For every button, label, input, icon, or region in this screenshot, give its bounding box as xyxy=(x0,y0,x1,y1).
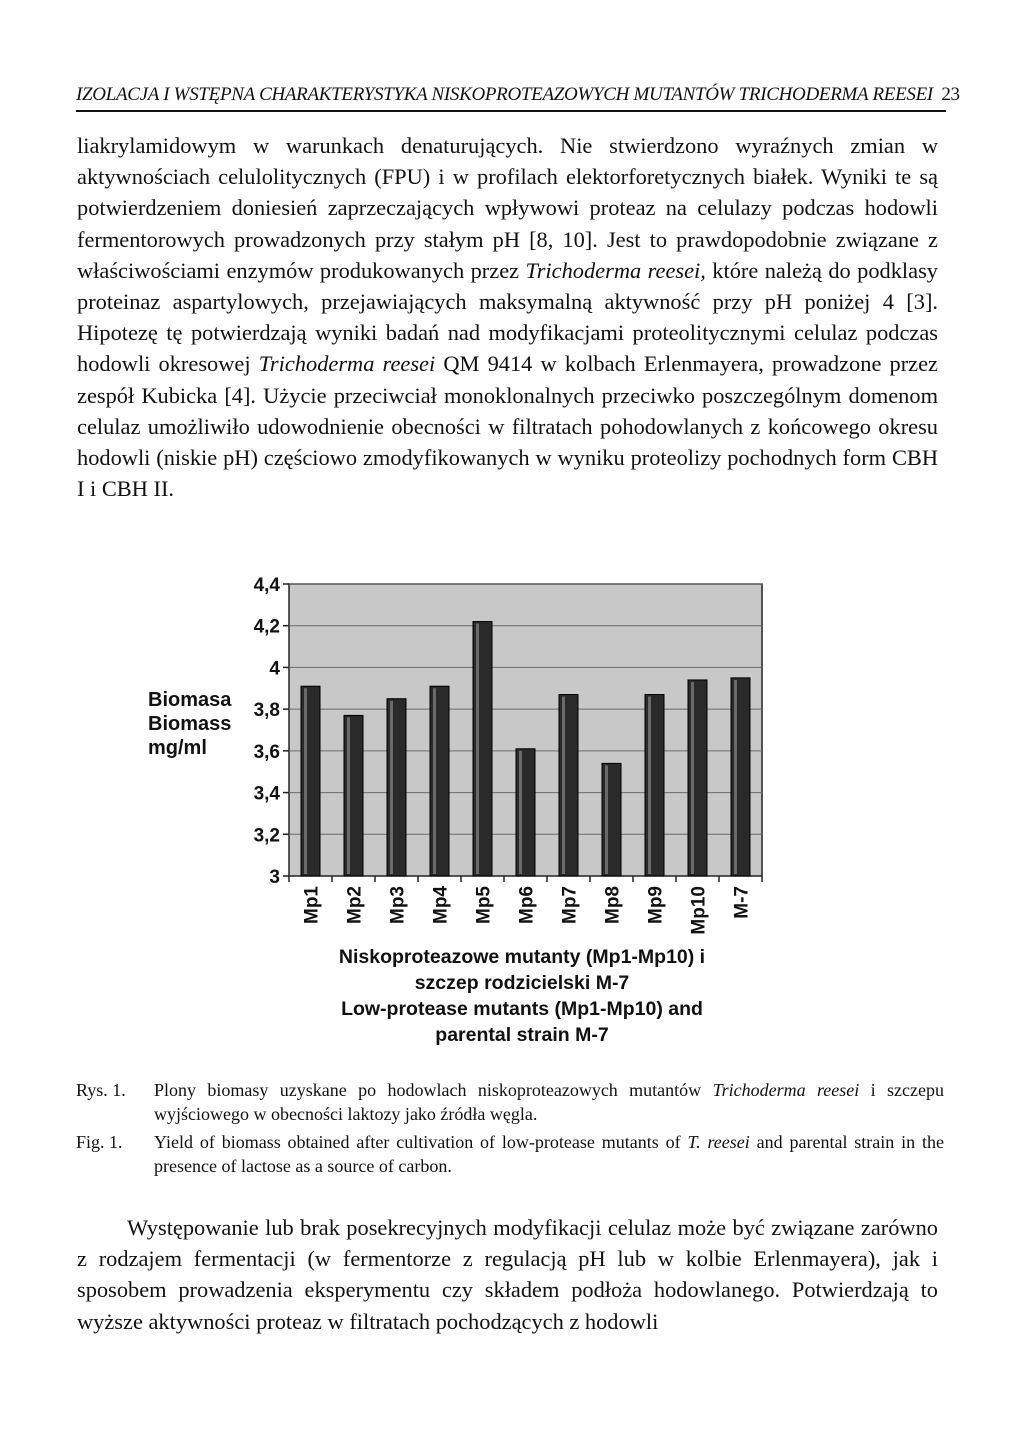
bar-highlight xyxy=(691,682,694,874)
y-tick-label: 4,2 xyxy=(253,616,280,638)
para1-species-1: Trichoderma reesei, xyxy=(525,257,706,283)
bar-highlight xyxy=(734,680,737,874)
x-tick-label: Mp5 xyxy=(473,886,495,924)
para1-text-1: liakrylamidowym w warunkach denaturujących. Nie stwierdzono wyraźnych zmian w aktywnościach celulolitycznych (FPU) i w profilach elektorforetycznych białek. Wyniki te są potwierdzeniem doniesień zaprzeczających wpływowi proteaz na celulazy podczas hodowli fermentorowych prowadzonych przy stałym pH [8, 10]. Jest to prawdopodobnie związane z właściwościami enzymów produkowanych przez xyxy=(77,133,938,283)
running-title: IZOLACJA I WSTĘPNA CHARAKTERYSTYKA NISKOPROTEAZOWYCH MUTANTÓW TRICHODERMA REESEI xyxy=(76,84,933,105)
chart-y-axis-label xyxy=(148,688,258,760)
bar xyxy=(301,686,320,876)
bar xyxy=(645,695,664,876)
caption-en-text-2: and parental strain in the presence of lactose as a source of carbon. xyxy=(154,1132,944,1176)
x-tick-label: Mp6 xyxy=(516,886,538,924)
bar-highlight xyxy=(562,697,565,874)
body-paragraph-2: Występowanie lub brak posekrecyjnych modyfikacji celulaz może być związane zarówno z rodzajem fermentacji (w fermentorze z regulacją pH lub w kolbie Erlenmayera), jak i sposobem prowadzenia eksperymentu czy składem podłoża hodowlanego. Potwierdzają to wyższe aktywności proteaz w filtratach pochodzących z hodowli xyxy=(77,1215,938,1334)
caption-pl-text-2: i szczepu wyjściowego w obecności laktozy jako źródła węgla. xyxy=(154,1080,944,1124)
x-title-line-2: szczep rodzicielski M-7 xyxy=(414,972,630,994)
plot-area xyxy=(289,584,762,876)
y-tick-label: 3,8 xyxy=(253,700,280,722)
caption-pl-species: Trichoderma reesei xyxy=(712,1080,860,1100)
para1-species-2: Trichoderma reesei xyxy=(258,351,436,377)
x-tick-label: M-7 xyxy=(731,886,753,919)
bar-highlight xyxy=(519,751,522,874)
x-tick-label: Mp1 xyxy=(301,886,323,924)
caption-pl-text-1: Plony biomasy uzyskane po hodowlach niskoproteazowych mutantów xyxy=(154,1080,713,1100)
caption-label-english: Fig. 1. xyxy=(76,1132,123,1152)
caption-label-polish: Rys. 1. xyxy=(76,1080,126,1100)
y-label-line-3: mg/ml xyxy=(148,737,207,759)
x-tick-label: Mp2 xyxy=(344,886,366,924)
x-tick-label: Mp10 xyxy=(688,886,710,935)
bar xyxy=(430,686,449,876)
bar-highlight xyxy=(476,624,479,874)
x-tick-label: Mp9 xyxy=(645,886,667,924)
bar xyxy=(559,695,578,876)
y-tick-label: 3,2 xyxy=(253,825,280,847)
bar xyxy=(731,678,750,876)
para1-text-2: które należą do podklasy proteinaz aspartylowych, przejawiających maksymalną aktywność przy pH poniżej 4 [3]. Hipotezę tę potwierdzają wyniki badań nad modyfikacjami proteolitycznymi celulaz podczas hodowli okresowej xyxy=(77,257,938,377)
x-tick-label: Mp3 xyxy=(387,886,409,924)
bar xyxy=(688,680,707,876)
bar-highlight xyxy=(347,717,350,874)
running-header xyxy=(76,84,960,112)
para1-text-3: QM 9414 w kolbach Erlenmayera, prowadzone przez zespół Kubicka [4]. Użycie przeciwciał monoklonalnych przeciwko poszczególnym domenom celulaz umożliwiło udowodnienie obecności w filtratach pohodowlanych z końcowego okresu hodowli (niskie pH) częściowo zmodyfikowanych w wyniku proteolizy pochodnych form CBH I i CBH II. xyxy=(77,351,938,502)
bar xyxy=(387,699,406,876)
bar xyxy=(602,763,621,876)
bar-highlight xyxy=(304,688,307,874)
x-title-line-1: Niskoproteazowe mutanty (Mp1-Mp10) i xyxy=(338,946,706,968)
x-title-line-3: Low-protease mutants (Mp1-Mp10) and xyxy=(341,998,703,1020)
x-tick-label: Mp4 xyxy=(430,886,452,924)
y-label-line-1: Biomasa xyxy=(148,689,232,711)
bar-highlight xyxy=(390,701,393,874)
y-tick-label: 4 xyxy=(269,658,280,680)
x-tick-label: Mp8 xyxy=(602,886,624,924)
bar xyxy=(516,749,535,876)
bar-highlight xyxy=(605,765,608,874)
y-tick-label: 3,4 xyxy=(253,783,280,805)
chart-x-axis-title xyxy=(262,944,782,1048)
caption-en-text-1: Yield of biomass obtained after cultivation of low-protease mutants of xyxy=(154,1132,688,1152)
y-label-line-2: Biomass xyxy=(148,713,232,735)
x-tick-label: Mp7 xyxy=(559,886,581,924)
body-paragraph-1 xyxy=(77,130,938,504)
bar xyxy=(473,622,492,876)
page-number: 23 xyxy=(941,84,960,105)
bar-highlight xyxy=(648,697,651,874)
bar xyxy=(344,715,363,876)
x-title-line-4: parental strain M-7 xyxy=(435,1024,609,1046)
y-tick-label: 3,6 xyxy=(253,741,280,763)
y-tick-label: 4,4 xyxy=(253,575,280,596)
caption-en-species: T. reesei xyxy=(687,1132,750,1152)
y-tick-label: 3 xyxy=(269,867,280,888)
bar-highlight xyxy=(433,688,436,874)
